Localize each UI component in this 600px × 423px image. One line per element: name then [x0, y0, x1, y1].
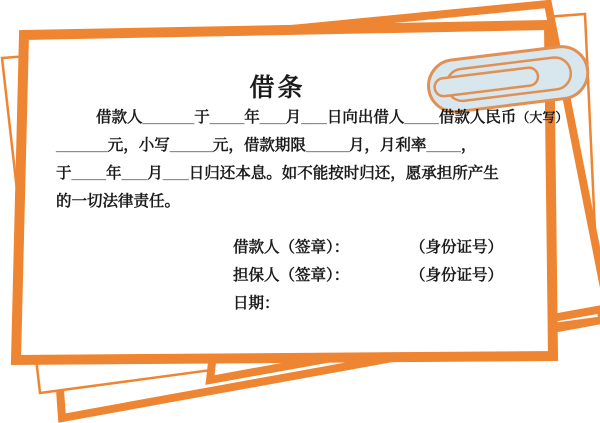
body-line-1-paren: （大写）	[516, 110, 569, 125]
date-value	[410, 290, 533, 318]
guarantor-id-label: （身份证号）	[410, 267, 504, 284]
body-line-3: 于____年___月___日归还本息。如不能按时归还，愿承担所产生	[56, 165, 499, 182]
signature-row-borrower	[233, 234, 533, 262]
body-line-4: 的一切法律责任。	[56, 193, 181, 210]
signature-block	[233, 234, 533, 318]
date-label: 日期：	[233, 295, 280, 312]
note-title: 借条	[249, 74, 306, 102]
borrower-seal-label: 借款人（签章）：	[233, 239, 350, 256]
note-body	[56, 104, 569, 216]
body-line-1	[56, 104, 569, 132]
signature-row-guarantor	[233, 262, 533, 290]
body-line-1-text: 借款人______于____年___月___日向出借人____借款人民币	[96, 109, 517, 126]
borrower-id-label: （身份证号）	[410, 239, 504, 256]
body-line-2: ______元，小写_____元，借款期限_____月，月利率____，	[56, 137, 477, 154]
signature-row-date	[233, 290, 533, 318]
guarantor-seal-label: 担保人（签章）：	[233, 267, 350, 284]
